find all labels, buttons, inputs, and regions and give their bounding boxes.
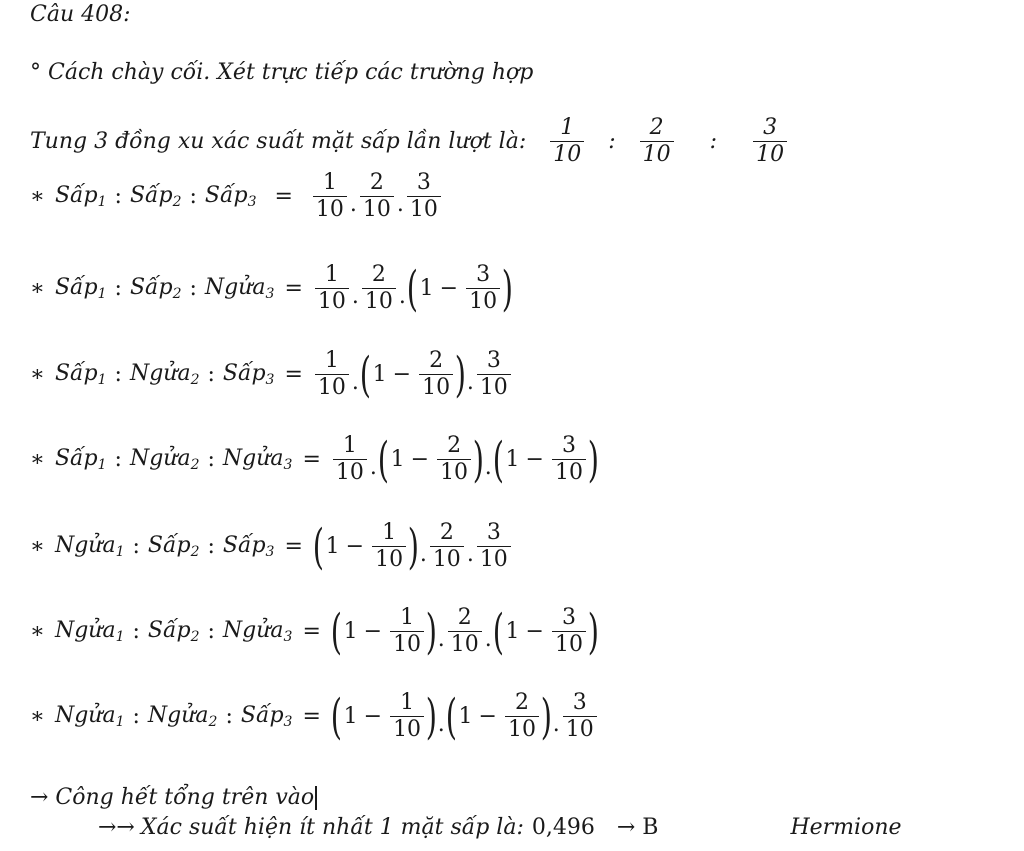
coin-index: 2 [190,544,200,560]
coin-index: 2 [208,714,218,730]
minus-sign: − [363,704,383,729]
outcome-sap: Sấp [54,446,98,471]
multiply-dot: . [349,192,357,217]
denominator: 10 [552,631,586,658]
minus-sign: − [525,447,544,472]
denominator: 10 [563,716,597,743]
denominator: 10 [753,141,787,168]
coin-index: 2 [172,194,182,210]
denominator: 10 [505,716,539,743]
numerator: 1 [324,348,339,373]
fraction [360,170,394,223]
colon: : [189,276,197,301]
denominator: 10 [477,546,511,573]
bullet-star: ∗ [30,276,45,301]
outcome-sap: Sấp [129,183,173,208]
denominator: 10 [552,459,586,486]
outcome-ngua: Ngửa [129,446,191,471]
numerator: 1 [322,170,337,195]
left-paren: ( [330,603,342,660]
equals-sign: = [284,362,303,387]
colon: : [132,534,140,559]
right-paren: ) [472,431,485,488]
one: 1 [343,704,358,729]
text-cursor [315,786,317,810]
numerator: 2 [439,520,454,545]
denominator: 10 [430,546,464,573]
fraction [315,348,349,401]
outcome-term [148,618,200,645]
right-paren: ) [540,688,552,745]
answer-choice: → B [616,815,659,840]
denominator: 10 [448,631,482,658]
coin-index: 3 [283,714,293,730]
case-row-5 [30,520,513,573]
denominator: 10 [390,631,424,658]
fraction [407,170,441,223]
outcome-term [205,183,257,210]
outcome-sap: Sấp [129,275,173,300]
coin-index: 3 [265,372,275,388]
denominator: 10 [550,141,584,168]
method-line: ° Cách chày cối. Xét trực tiếp các trường hợp [30,60,534,85]
right-paren: ) [587,431,599,488]
multiply-dot: . [437,627,445,652]
bullet-star: ∗ [30,534,45,559]
case-row-2 [30,262,513,315]
left-paren: ( [406,260,418,317]
coin-index: 1 [97,372,107,388]
coin-index: 2 [190,372,200,388]
probability-expression [311,170,443,223]
fraction [477,520,511,573]
multiply-dot: . [396,192,404,217]
equals-sign: = [284,276,303,301]
minus-sign: − [345,534,365,559]
probability-expression [331,433,599,486]
outcome-term [55,275,107,302]
left-paren: ( [445,688,457,745]
right-paren: ) [587,603,599,660]
numerator: 3 [561,433,576,458]
bullet-star: ∗ [30,447,45,472]
denominator: 10 [333,459,367,486]
multiply-dot: . [466,542,474,567]
fraction [437,433,471,486]
outcome-term [205,275,275,302]
denominator: 10 [372,546,406,573]
intro-line [30,115,789,168]
numerator: 1 [560,115,575,140]
colon: : [207,362,215,387]
outcome-ngua: Ngửa [54,703,116,728]
case-row-6 [30,605,599,658]
one: 1 [325,534,340,559]
multiply-dot: . [351,370,359,395]
coin-index: 2 [172,286,182,302]
numerator: 2 [429,348,444,373]
coin-index: 3 [283,629,293,645]
equals-sign: = [274,184,293,209]
one: 1 [343,619,358,644]
numerator: 2 [649,115,664,140]
numerator: 1 [382,520,397,545]
coin-index: 3 [265,286,275,302]
colon: : [114,362,122,387]
one: 1 [390,447,405,472]
outcome-sap: Sấp [222,533,266,558]
fraction [390,605,424,658]
separator: : [709,129,718,154]
outcome-ngua: Ngửa [54,618,116,643]
prob-fraction-2 [640,115,674,168]
colon: : [114,276,122,301]
conclusion-text: → Công hết tổng trên vào [30,785,315,810]
numerator: 2 [514,690,529,715]
outcome-term [55,183,107,210]
fraction [315,262,349,315]
case-row-4 [30,433,599,486]
outcome-term [130,361,200,388]
intro-text: Tung 3 đồng xu xác suất mặt sấp lần lượt là: [30,129,527,154]
colon: : [114,184,122,209]
minus-sign: − [525,619,544,644]
left-paren: ( [377,431,389,488]
coin-index: 1 [115,544,125,560]
coin-index: 3 [247,194,257,210]
separator: : [608,129,616,154]
multiply-dot: . [552,712,560,737]
colon: : [132,619,140,644]
probability-expression [331,690,599,743]
minus-sign: − [363,619,383,644]
numerator: 1 [400,605,415,630]
one: 1 [458,704,473,729]
numerator: 3 [486,520,501,545]
one: 1 [505,447,520,472]
outcome-sap: Sấp [240,703,284,728]
colon: : [132,704,140,729]
case-row-1 [30,170,443,223]
minus-sign: − [392,362,412,387]
bullet-star: ∗ [30,184,45,209]
final-text: Xác suất hiện ít nhất 1 mặt sấp là: [140,815,524,840]
denominator: 10 [407,196,441,223]
outcome-sap: Sấp [204,183,248,208]
numerator: 2 [371,262,386,287]
numerator: 3 [476,262,491,287]
numerator: 3 [572,690,587,715]
denominator: 10 [315,288,349,315]
numerator: 2 [457,605,472,630]
equals-sign: = [302,619,321,644]
coin-index: 1 [97,286,107,302]
coin-index: 1 [97,194,107,210]
right-paren: ) [425,688,438,745]
left-paren: ( [330,688,342,745]
outcome-term [223,446,293,473]
case-row-7 [30,690,599,743]
outcome-term [55,703,125,730]
fraction [563,690,597,743]
multiply-dot: . [484,455,492,480]
minus-sign: − [478,704,497,729]
outcome-term [148,533,200,560]
coin-index: 3 [265,544,275,560]
numerator: 1 [400,690,415,715]
bullet-star: ∗ [30,704,45,729]
numerator: 1 [342,433,357,458]
denominator: 10 [640,141,674,168]
outcome-ngua: Ngửa [129,361,191,386]
outcome-sap: Sấp [54,183,98,208]
outcome-term [55,361,107,388]
one: 1 [505,619,520,644]
outcome-term [241,703,293,730]
outcome-term [223,361,275,388]
outcome-term [130,446,200,473]
denominator: 10 [437,459,471,486]
denominator: 10 [360,196,394,223]
denominator: 10 [466,288,500,315]
right-paren: ) [407,518,420,575]
right-paren: ) [454,346,467,403]
outcome-sap: Sấp [222,361,266,386]
conclusion-line [30,785,317,810]
right-paren: ) [501,260,514,317]
coin-index: 1 [115,714,125,730]
left-paren: ( [312,518,324,575]
outcome-term [55,533,125,560]
case-row-3 [30,348,513,401]
left-paren: ( [359,346,371,403]
multiply-dot: . [369,455,377,480]
probability-expression [331,605,599,658]
one: 1 [372,362,387,387]
outcome-term [130,183,182,210]
fraction [477,348,511,401]
multiply-dot: . [484,627,492,652]
coin-index: 2 [190,629,200,645]
probability-expression [313,262,513,315]
fraction [505,690,539,743]
author-name: Hermione [790,815,902,840]
fraction [372,520,406,573]
fraction [390,690,424,743]
colon: : [114,447,122,472]
colon: : [225,704,233,729]
outcome-sap: Sấp [147,618,191,643]
fraction [552,433,586,486]
fraction [333,433,367,486]
coin-index: 1 [97,457,107,473]
equals-sign: = [302,447,321,472]
outcome-ngua: Ngửa [222,618,284,643]
multiply-dot: . [466,370,474,395]
one: 1 [419,276,434,301]
equals-sign: = [302,704,321,729]
numerator: 3 [763,115,778,140]
multiply-dot: . [351,284,359,309]
question-title: Câu 408: [30,2,131,27]
outcome-term [223,618,293,645]
numerator: 3 [486,348,501,373]
outcome-term [55,446,107,473]
coin-index: 1 [115,629,125,645]
numerator: 2 [369,170,384,195]
probability-expression [313,348,513,401]
outcome-term [148,703,218,730]
outcome-ngua: Ngửa [222,446,284,471]
numerator: 3 [416,170,431,195]
final-value: 0,496 [531,815,595,840]
numerator: 1 [324,262,339,287]
fraction [552,605,586,658]
fraction [430,520,464,573]
fraction [313,170,347,223]
left-paren: ( [492,603,504,660]
denominator: 10 [315,374,349,401]
colon: : [207,619,215,644]
fraction [448,605,482,658]
coin-index: 2 [190,457,200,473]
outcome-term [55,618,125,645]
outcome-sap: Sấp [147,533,191,558]
colon: : [207,447,215,472]
denominator: 10 [419,374,453,401]
outcome-ngua: Ngửa [147,703,209,728]
multiply-dot: . [398,284,406,309]
prob-fraction-3 [753,115,787,168]
right-paren: ) [425,603,438,660]
minus-sign: − [410,447,430,472]
numerator: 2 [447,433,462,458]
outcome-term [223,533,275,560]
outcome-term [130,275,182,302]
prob-fraction-1 [550,115,584,168]
denominator: 10 [390,716,424,743]
left-paren: ( [492,431,504,488]
bullet-star: ∗ [30,619,45,644]
denominator: 10 [362,288,396,315]
bullet-star: ∗ [30,362,45,387]
double-arrow: →→ [98,815,135,840]
colon: : [207,534,215,559]
outcome-sap: Sấp [54,361,98,386]
final-answer-line [98,815,902,840]
multiply-dot: . [437,712,445,737]
numerator: 3 [561,605,576,630]
colon: : [189,184,197,209]
probability-expression [313,520,513,573]
outcome-sap: Sấp [54,275,98,300]
fraction [419,348,453,401]
fraction [362,262,396,315]
equals-sign: = [284,534,303,559]
multiply-dot: . [419,542,427,567]
denominator: 10 [313,196,347,223]
outcome-ngua: Ngửa [204,275,266,300]
minus-sign: − [439,276,459,301]
denominator: 10 [477,374,511,401]
fraction [466,262,500,315]
outcome-ngua: Ngửa [54,533,116,558]
coin-index: 3 [283,457,293,473]
